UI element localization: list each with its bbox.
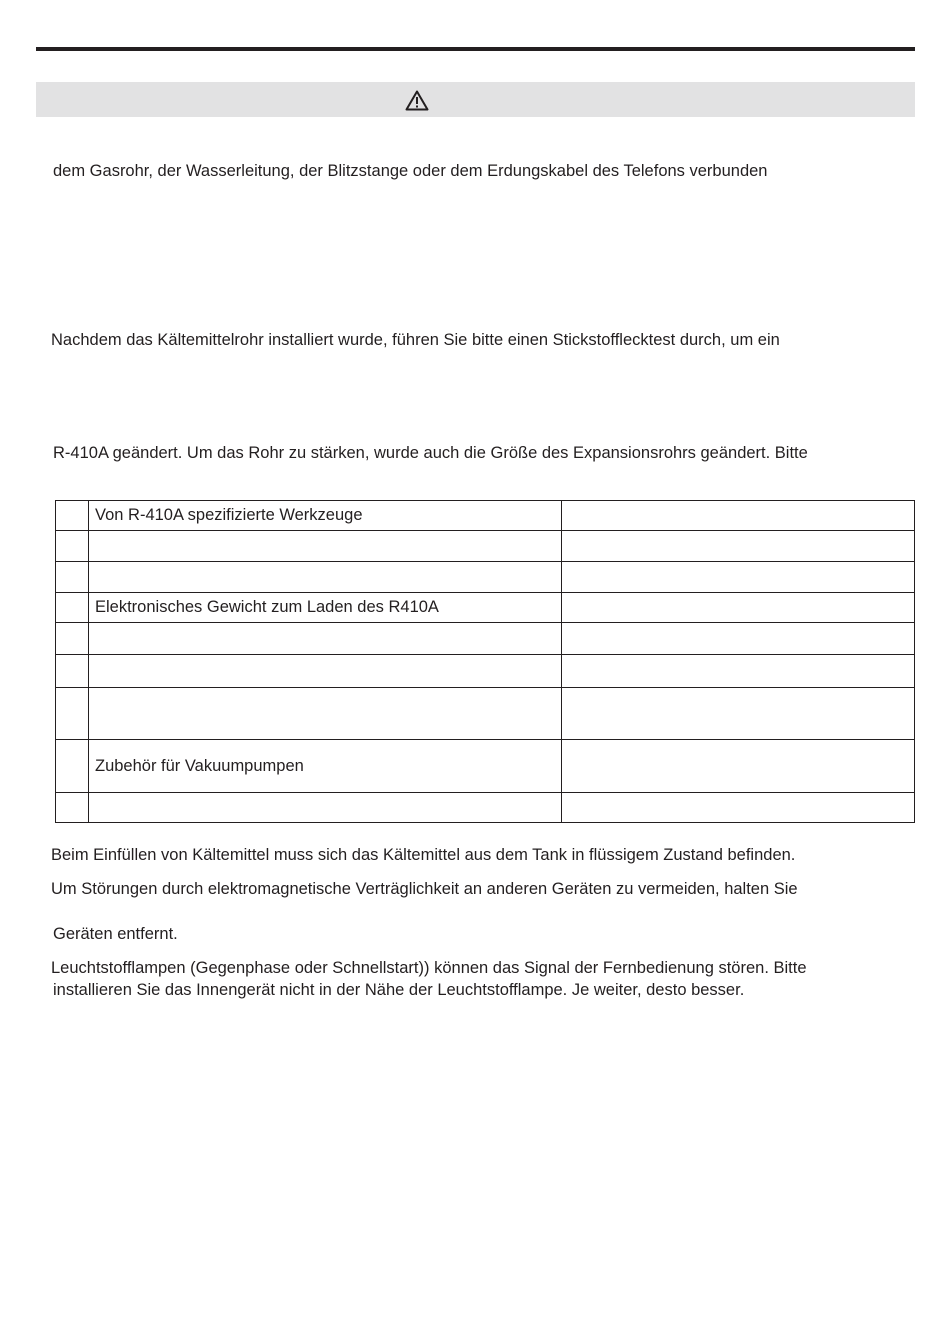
table-cell-tool (89, 655, 562, 688)
table-cell-num (56, 501, 89, 531)
table-cell-tool: Von R-410A spezifizierte Werkzeuge (89, 501, 562, 531)
paragraph-fluorescent-line2: installieren Sie das Innengerät nicht in der Nähe der Leuchtstofflampe. Je weiter, desto besser. (53, 981, 745, 999)
table-row (56, 593, 915, 623)
table-cell-note (562, 623, 915, 655)
tools-table (55, 500, 915, 823)
table-cell-tool (89, 793, 562, 823)
table-row (56, 740, 915, 793)
table-row (56, 793, 915, 823)
table-cell-num (56, 655, 89, 688)
table-cell-num (56, 623, 89, 655)
paragraph-emc-continued: Geräten entfernt. (53, 925, 178, 943)
table-cell-num (56, 793, 89, 823)
table-cell-tool: Elektronisches Gewicht zum Laden des R410A (89, 593, 562, 623)
table-row (56, 688, 915, 740)
table-cell-num (56, 688, 89, 740)
table-cell-tool (89, 531, 562, 562)
warning-triangle-icon (405, 90, 429, 111)
table-cell-tool: Zubehör für Vakuumpumpen (89, 740, 562, 793)
table-cell-note (562, 562, 915, 593)
table-row (56, 531, 915, 562)
table-cell-note (562, 688, 915, 740)
table-cell-note (562, 593, 915, 623)
paragraph-fluorescent-line1: Leuchtstofflampen (Gegenphase oder Schnellstart)) können das Signal der Fernbedienung stören. Bitte (51, 959, 807, 977)
table-cell-tool (89, 688, 562, 740)
table-cell-note (562, 655, 915, 688)
table-row (56, 501, 915, 531)
table-row (56, 623, 915, 655)
paragraph-emc: Um Störungen durch elektromagnetische Verträglichkeit an anderen Geräten zu vermeiden, halten Sie (51, 880, 798, 898)
table-cell-num (56, 740, 89, 793)
table-cell-tool (89, 562, 562, 593)
table-cell-num (56, 562, 89, 593)
table-cell-note (562, 531, 915, 562)
paragraph-refrigerant-fill: Beim Einfüllen von Kältemittel muss sich das Kältemittel aus dem Tank in flüssigem Zustand befinden. (51, 846, 796, 864)
warning-header-bar (36, 82, 915, 117)
paragraph-r410a-pipe: R-410A geändert. Um das Rohr zu stärken, wurde auch die Größe des Expansionsrohrs geändert. Bitte (53, 444, 808, 462)
table-row (56, 562, 915, 593)
paragraph-nitrogen-test: Nachdem das Kältemittelrohr installiert wurde, führen Sie bitte einen Stickstofflecktest durch, um ein (51, 331, 780, 349)
table-row (56, 655, 915, 688)
table-cell-note (562, 793, 915, 823)
top-rule (36, 47, 915, 51)
table-cell-num (56, 531, 89, 562)
table-cell-note (562, 501, 915, 531)
table-cell-note (562, 740, 915, 793)
table-cell-tool (89, 623, 562, 655)
table-cell-num (56, 593, 89, 623)
paragraph-grounding: dem Gasrohr, der Wasserleitung, der Blitzstange oder dem Erdungskabel des Telefons verbunden (53, 162, 768, 180)
